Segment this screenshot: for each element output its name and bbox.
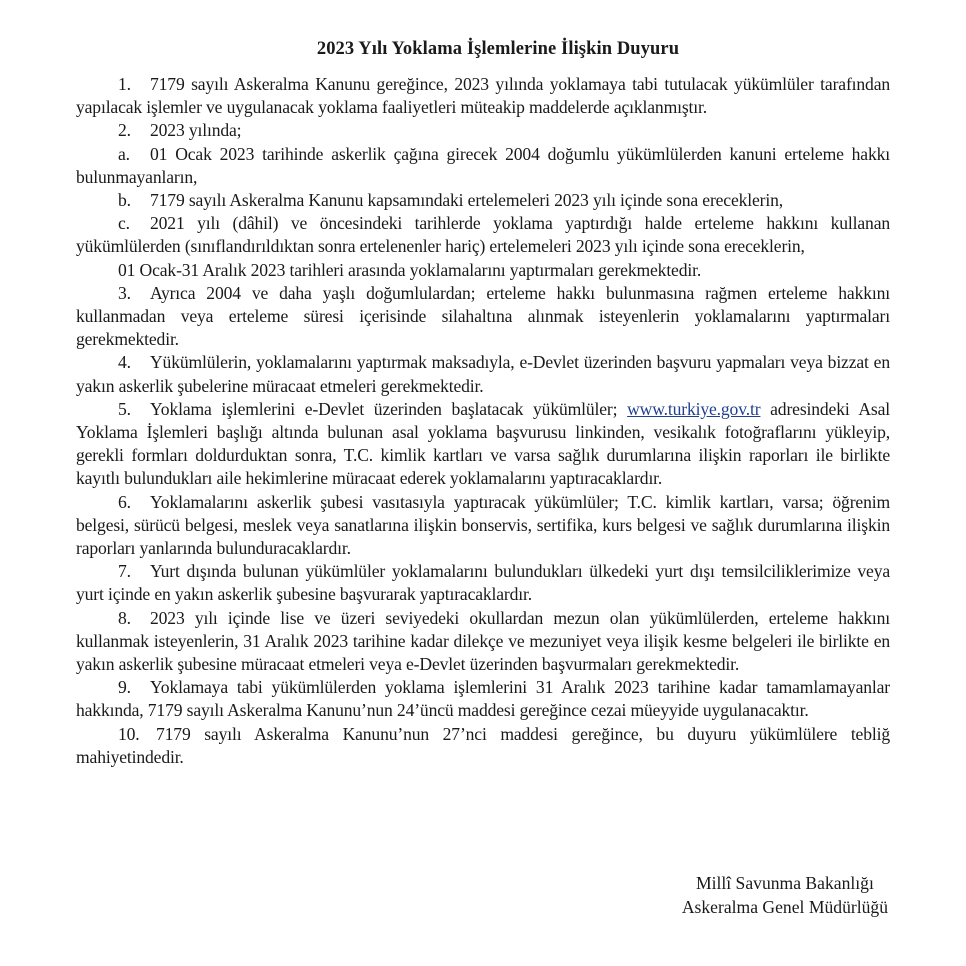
item-number: 7. bbox=[118, 561, 131, 582]
item-number: 3. bbox=[118, 282, 131, 303]
signature-directorate: Askeralma Genel Müdürlüğü bbox=[681, 896, 888, 917]
paragraph-2b bbox=[76, 189, 890, 212]
turkiye-gov-link[interactable]: www.turkiye.gov.tr bbox=[627, 398, 761, 419]
paragraph-text: 7179 sayılı Askeralma Kanunu gereğince, 2023 yılında yoklamaya tabi tutulacak yükümlüler tarafından yapılacak işlemler ve uygulanacak yoklama faaliyetleri müteakip maddelerde açıklanmıştır. bbox=[76, 74, 890, 118]
paragraph-text: 01 Ocak 2023 tarihinde askerlik çağına girecek 2004 doğumlu yükümlülerden kanuni erteleme hakkı bulunmayanların, bbox=[76, 143, 890, 187]
paragraph-2c bbox=[76, 212, 890, 258]
paragraph-2-conclusion bbox=[76, 259, 890, 282]
item-number: 6. bbox=[118, 491, 131, 512]
paragraph-8 bbox=[76, 607, 890, 677]
item-number: 5. bbox=[118, 398, 131, 419]
paragraph-6 bbox=[76, 491, 890, 561]
paragraph-5 bbox=[76, 398, 890, 491]
paragraph-text: 2023 yılında; bbox=[150, 120, 242, 141]
document-title: 2023 Yılı Yoklama İşlemlerine İlişkin Duyuru bbox=[316, 39, 680, 59]
signature-block bbox=[682, 872, 888, 919]
paragraph-text: Yurt dışında bulunan yükümlüler yoklamalarını bulundukları ülkedeki yurt dışı temsilciliklerimize veya yurt içinde en yakın askerlik şubesine başvurarak yaptıracaklardır. bbox=[76, 561, 890, 605]
paragraph-text: 7179 sayılı Askeralma Kanunu kapsamındaki ertelemeleri 2023 yılı içinde sona ereceklerin, bbox=[150, 190, 784, 211]
item-number: 2. bbox=[118, 120, 131, 141]
paragraph-text-before-link: Yoklama işlemlerini e-Devlet üzerinden başlatacak yükümlüler; bbox=[150, 398, 628, 419]
paragraph-10 bbox=[76, 723, 890, 769]
paragraph-text: 2023 yılı içinde lise ve üzeri seviyedeki okullardan mezun olan yükümlülerden, erteleme hakkını kullanmak isteyenlerin, 31 Aralık 2023 tarihine kadar dilekçe ve mezuniyet veya ilişik kesme belgeleri ile birlikte en yakın askerlik şubesine müracaat etmeleri veya e-Devlet üzerinden başvurmaları gerekmektedir. bbox=[76, 607, 890, 675]
paragraph-1 bbox=[76, 73, 890, 119]
item-number: 10. bbox=[118, 723, 140, 744]
item-letter: a. bbox=[118, 143, 130, 164]
paragraph-text: 7179 sayılı Askeralma Kanunu’nun 27’nci maddesi gereğince, bu duyuru yükümlülere tebliğ mahiyetindedir. bbox=[76, 723, 890, 767]
paragraph-text: Ayrıca 2004 ve daha yaşlı doğumlulardan; erteleme hakkı bulunmasına rağmen erteleme hakkını kullanmadan veya erteleme süresi içerisinde silahaltına alınmak isteyenlerin yoklamalarını yaptırmaları gerekmektedir. bbox=[76, 282, 890, 350]
document-page bbox=[76, 36, 890, 769]
paragraph-text: Yükümlülerin, yoklamalarını yaptırmak maksadıyla, e-Devlet üzerinden başvuru yapmaları veya bizzat en yakın askerlik şubelerine müracaat etmeleri gerekmektedir. bbox=[76, 352, 890, 396]
paragraph-text: Yoklamaya tabi yükümlülerden yoklama işlemlerini 31 Aralık 2023 tarihine kadar tamamlamayanlar hakkında, 7179 sayılı Askeralma Kanunu’nun 24’üncü maddesi gereğince cezai müeyyide uygulanacaktır. bbox=[76, 677, 890, 721]
paragraph-text: Yoklamalarını askerlik şubesi vasıtasıyla yaptıracak yükümlüler; T.C. kimlik kartları, varsa; öğrenim belgesi, sürücü belgesi, meslek veya sanatlarına ilişkin bonservis, sertifika, kurs belgesi ve sağlık durumlarına ilişkin raporları yanlarında bulunduracaklardır. bbox=[76, 491, 890, 559]
paragraph-text: 2021 yılı (dâhil) ve öncesindeki tarihlerde yoklama yaptırdığı halde erteleme hakkını kullanan yükümlülerden (sınıflandırıldıktan sonra ertelenenler hariç) ertelemeleri 2023 yılı içinde sona ereceklerin, bbox=[76, 213, 890, 257]
item-number: 9. bbox=[118, 677, 131, 698]
item-number: 8. bbox=[118, 607, 131, 628]
item-letter: c. bbox=[118, 213, 130, 234]
item-number: 1. bbox=[118, 74, 131, 94]
paragraph-4 bbox=[76, 351, 890, 397]
signature-ministry: Millî Savunma Bakanlığı bbox=[695, 873, 874, 893]
paragraph-3 bbox=[76, 282, 890, 352]
paragraph-text-after-link: adresindeki Asal Yoklama İşlemleri başlığı altında bulunan asal yoklama başvurusu linkinden, vesikalık fotoğraflarını yükleyip, gerekli formları doldurduktan sonra, T.C. kimlik kartları ve varsa sağlık durumlarına ilişkin raporları ile birlikte kayıtlı bulundukları aile hekimlerine müracaat ederek yoklamalarını yaptıracaklardır. bbox=[76, 398, 890, 489]
item-letter: b. bbox=[118, 190, 131, 211]
paragraph-2 bbox=[76, 119, 890, 142]
paragraph-7 bbox=[76, 560, 890, 606]
paragraph-2a bbox=[76, 143, 890, 189]
paragraph-text: 01 Ocak-31 Aralık 2023 tarihleri arasında yoklamalarını yaptırmaları gerekmektedir. bbox=[118, 259, 702, 280]
paragraph-9 bbox=[76, 676, 890, 722]
item-number: 4. bbox=[118, 352, 131, 373]
